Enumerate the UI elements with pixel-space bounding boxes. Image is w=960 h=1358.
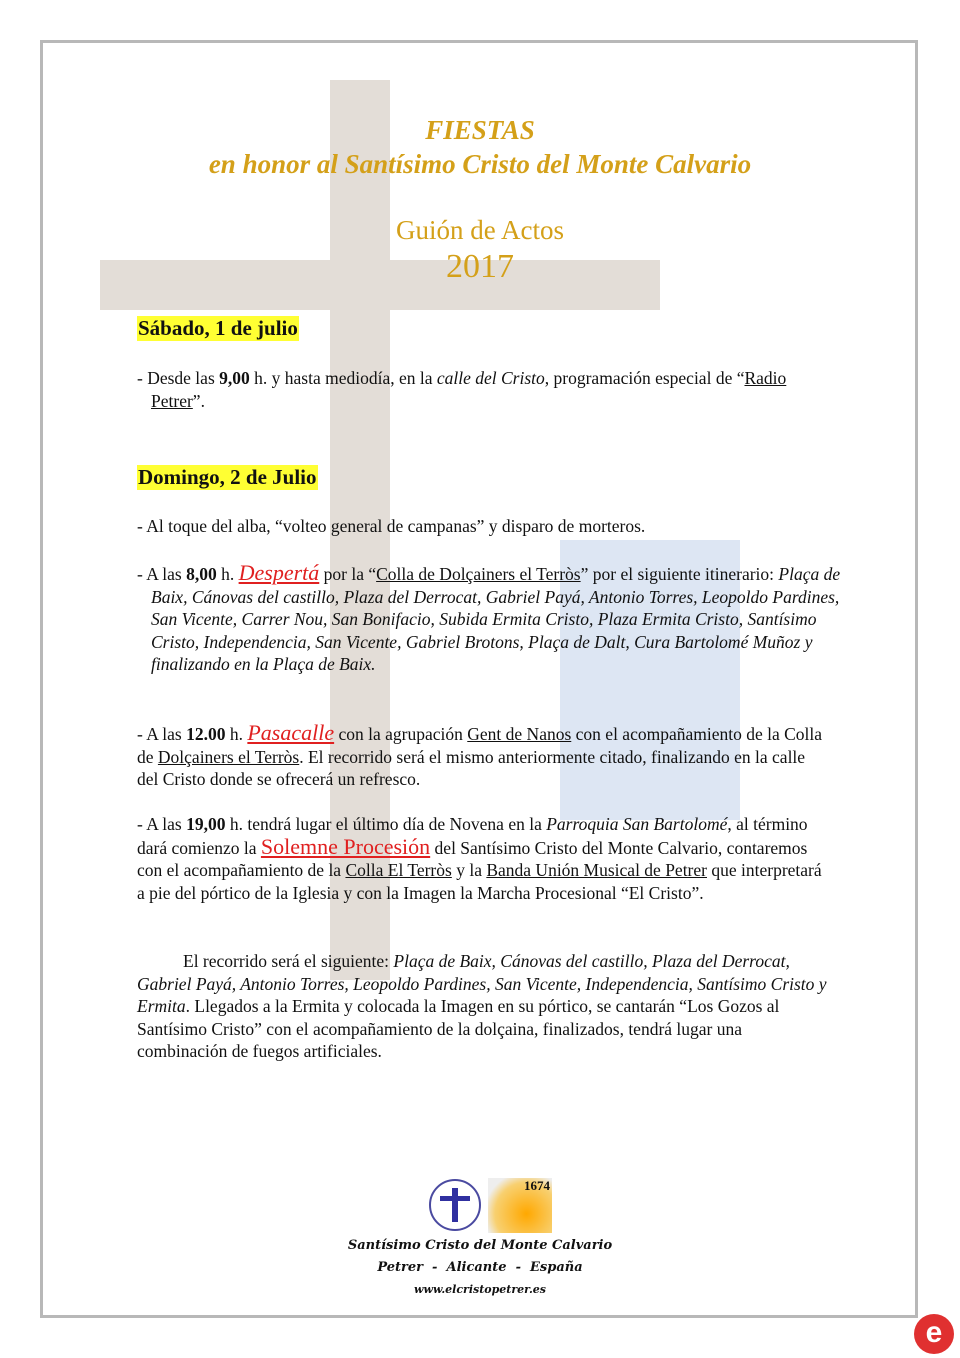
day2-paragraph-2: - A las 8,00 h. Despertá por la “Colla de Dolçainers el Terròs” por el siguiente itinerario: Plaça de Baix, Cánovas del castillo, Plaza del Derrocat, Gabriel Payá, Antonio Torres, Leopoldo Pardines, San Vicente, Carrer Nou, San Bonifacio, Subida Ermita Cristo, Plaza Ermita Cristo, Santísimo Cristo, Independencia, San Vicente, Gabriel Brotons, Plaça de Dalt, Cura Bartolomé Muñoz y finalizando en la Plaça de Baix. (137, 560, 841, 674)
footer-website[interactable]: www.elcristopetrer.es (414, 1283, 546, 1296)
footer-line-1: Santísimo Cristo del Monte Calvario (347, 1238, 613, 1253)
title-fiestas: FIESTAS (425, 115, 535, 145)
day2-paragraph-4: - A las 19,00 h. tendrá lugar el último día de Novena en la Parroquia San Bartolomé, al término dará comienzo la Solemne Procesión del Santísimo Cristo del Monte Calvario, contaremos con el acompañamiento de la Colla El Terròs y la Banda Unión Musical de Petrer que interpretará a pie del pórtico de la Iglesia y con la Imagen la Marcha Procesional “El Cristo”. (137, 814, 822, 903)
day2-heading: Domingo, 2 de Julio (138, 465, 317, 489)
orange-1674-logo (488, 1178, 552, 1233)
day1-paragraph: - Desde las 9,00 h. y hasta mediodía, en la calle del Cristo, programación especial de “Radio Petrer”. (137, 368, 787, 411)
day2-paragraph-1: - Al toque del alba, “volteo general de campanas” y disparo de morteros. (137, 516, 646, 536)
year-heading: 2017 (446, 248, 514, 285)
brotherhood-seal-logo (428, 1178, 483, 1233)
seal-year: 1674 (524, 1178, 550, 1193)
title-subtitle: en honor al Santísimo Cristo del Monte Calvario (208, 149, 752, 179)
site-badge-icon[interactable]: e (914, 1314, 954, 1354)
guion-heading: Guión de Actos (396, 215, 564, 245)
day1-heading: Sábado, 1 de julio (138, 316, 298, 340)
day2-paragraph-5: El recorrido será el siguiente: Plaça de Baix, Cánovas del castillo, Plaza del Derrocat, Gabriel Payá, Antonio Torres, Leopoldo Pardines, San Vicente, Independencia, Santísimo Cristo y Ermita. Llegados a la Ermita y colocada la Imagen en su pórtico, se cantarán “Los Gozos al Santísimo Cristo” con el acompañamiento de la dolçaina, finalizados, tendrá lugar una combinación de fuegos artificiales. (137, 951, 827, 1061)
footer-line-2: Petrer - Alicante - España (377, 1260, 583, 1275)
day2-paragraph-3: - A las 12.00 h. Pasacalle con la agrupación Gent de Nanos con el acompañamiento de la Colla de Dolçainers el Terròs. El recorrido será el mismo anteriormente citado, finalizando en la calle del Cristo donde se ofrecerá un refresco. (137, 720, 823, 789)
